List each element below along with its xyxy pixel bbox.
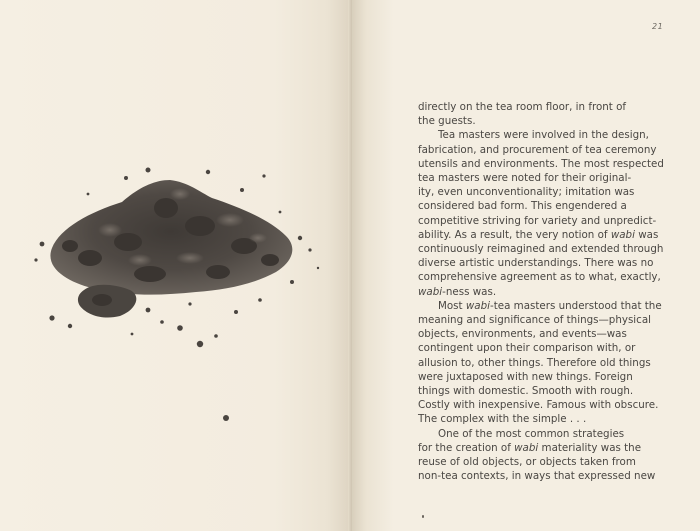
text-line xyxy=(418,370,688,384)
paper-speck xyxy=(422,515,424,518)
text-run: non-tea contexts, in ways that expressed new xyxy=(418,470,656,483)
text-line xyxy=(418,313,688,327)
text-line xyxy=(418,412,688,426)
text-line xyxy=(418,341,688,355)
text-run: diverse artistic understandings. There was no xyxy=(418,257,654,270)
text-line xyxy=(418,398,688,412)
text-run: utensils and environments. The most respected xyxy=(418,157,664,170)
text-run: comprehensive agreement as to what, exactly, xyxy=(418,271,661,284)
text-line xyxy=(418,228,688,242)
text-line xyxy=(418,143,688,157)
text-run: Most xyxy=(438,299,466,312)
text-line xyxy=(418,455,688,469)
text-run: were juxtaposed with new things. Foreign xyxy=(418,370,633,383)
text-run: tea masters were noted for their original- xyxy=(418,172,632,185)
powder-pile-photo xyxy=(30,150,330,430)
italic-term: wabi xyxy=(610,228,635,241)
italic-term: wabi xyxy=(418,285,443,298)
text-run: One of the most common strategies xyxy=(438,427,625,440)
text-line xyxy=(418,199,688,213)
text-run: allusion to, other things. Therefore old things xyxy=(418,356,651,369)
text-run: continuously reimagined and extended through xyxy=(418,243,664,256)
text-line xyxy=(418,114,688,128)
text-line xyxy=(418,214,688,228)
text-line xyxy=(418,157,688,171)
text-run: -ness was. xyxy=(442,285,497,298)
body-text xyxy=(418,100,688,483)
text-line xyxy=(418,256,688,270)
text-run: fabrication, and procurement of tea ceremony xyxy=(418,143,657,156)
text-run: objects, environments, and events—was xyxy=(418,328,627,341)
text-line xyxy=(418,171,688,185)
text-line xyxy=(418,100,688,114)
text-line xyxy=(418,242,688,256)
text-line xyxy=(418,356,688,370)
italic-term: wabi xyxy=(514,441,539,454)
text-run: competitive striving for variety and unpredict- xyxy=(418,214,657,227)
text-line xyxy=(418,384,688,398)
text-run: ability. As a result, the very notion of xyxy=(418,228,611,241)
text-run: was xyxy=(634,228,659,241)
text-line xyxy=(418,128,688,142)
text-run: contingent upon their comparison with, or xyxy=(418,342,636,355)
text-run: the guests. xyxy=(418,115,476,128)
text-line xyxy=(418,285,688,299)
text-line xyxy=(418,299,688,313)
text-line xyxy=(418,270,688,284)
text-run: -tea masters understood that the xyxy=(490,299,662,312)
page-number: 21 xyxy=(652,22,664,31)
text-line xyxy=(418,469,688,483)
text-run: for the creation of xyxy=(418,441,515,454)
text-line xyxy=(418,427,688,441)
text-line xyxy=(418,185,688,199)
text-run: considered bad form. This engendered a xyxy=(418,200,627,213)
italic-term: wabi xyxy=(465,299,490,312)
text-run: Tea masters were involved in the design, xyxy=(438,129,649,142)
right-page xyxy=(352,0,700,531)
text-run: Costly with inexpensive. Famous with obscure. xyxy=(418,399,659,412)
text-run: things with domestic. Smooth with rough. xyxy=(418,385,634,398)
text-run: meaning and significance of things—physical xyxy=(418,314,652,327)
text-run: ity, even unconventionality; imitation was xyxy=(418,186,635,199)
text-line xyxy=(418,441,688,455)
text-line xyxy=(418,327,688,341)
text-run: directly on the tea room floor, in front of xyxy=(418,101,627,113)
text-run: materiality was the xyxy=(538,441,642,454)
text-run: The complex with the simple . . . xyxy=(418,413,587,426)
text-run: reuse of old objects, or objects taken from xyxy=(418,456,636,469)
